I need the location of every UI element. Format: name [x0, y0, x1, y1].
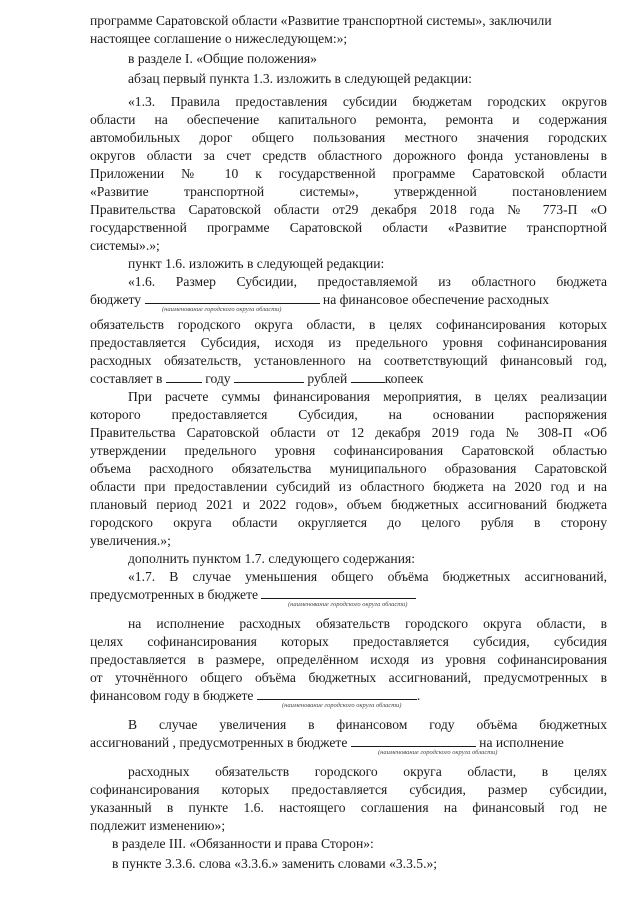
- blank-field: [257, 687, 417, 700]
- field-caption: (наименование городского округа области): [162, 306, 282, 313]
- text-line: автомобильных дорог общего пользования местного значения городских: [90, 130, 607, 145]
- text-line: настоящее соглашение о нижеследующем:»;: [90, 31, 348, 46]
- blank-field: [351, 734, 476, 747]
- text-line: в разделе III. «Обязанности и права Сторон»:: [112, 836, 374, 851]
- text-line: плановый период 2021 и 2022 годов», объем бюджетных ассигнований бюджета: [90, 497, 607, 512]
- text-line: При расчете суммы финансирования мероприятия, в целях реализации: [128, 389, 607, 404]
- text-line: В случае увеличения в финансовом году объёма бюджетных: [128, 717, 607, 732]
- text-line: предоставляется в размере, определённом исходя из уровня софинансирования: [90, 652, 607, 667]
- text-line: предоставляется Субсидия, исходя из предельного уровня софинансирования: [90, 335, 607, 350]
- text-line: пункт 1.6. изложить в следующей редакции:: [128, 256, 385, 271]
- text-line: в пункте 3.3.6. слова «3.3.6.» заменить словами «3.3.5.»;: [112, 856, 438, 871]
- text-line: дополнить пунктом 1.7. следующего содержания:: [128, 551, 416, 566]
- text-line: увеличения.»;: [90, 533, 171, 548]
- text-line: «1.6. Размер Субсидии, предоставляемой из областного бюджета: [128, 274, 607, 289]
- text-line: объема расходного обязательства муниципального образования Саратовской: [90, 461, 607, 476]
- blank-field: [166, 370, 202, 383]
- text-line: государственной программе Саратовской области «Развитие транспортной: [90, 220, 607, 235]
- text-line: софинансирования которых предоставляется субсидия, размер субсидии,: [90, 782, 607, 797]
- text-line: ассигнований , предусмотренных в бюджете на исполнение: [90, 735, 564, 750]
- text-line: области при предоставлении субсидий из областного бюджета на 2020 год и на: [90, 479, 607, 494]
- text-line: которого предоставляется Субсидия, на основании распоряжения: [90, 407, 607, 422]
- text-line: утверждении предельного уровня софинансирования Саратовской областью: [90, 443, 607, 458]
- text-line: Приложении № 10 к государственной программе Саратовской области: [90, 166, 607, 181]
- text-line: подлежит изменению»;: [90, 818, 226, 833]
- text-line: расходных обязательств городского округа области, в целях: [128, 764, 607, 779]
- text-line: городского округа области округляется до целого рубля в сторону: [90, 515, 607, 530]
- text-line: от уточнённого общего объёма бюджетных ассигнований, предусмотренных в: [90, 670, 607, 685]
- text-line: Правительства Саратовской области от29 декабря 2018 года № 773-П «О: [90, 202, 607, 217]
- text-line: «Развитие транспортной системы», утвержденной постановлением: [90, 184, 607, 199]
- text-line: на исполнение расходных обязательств городского округа области, в: [128, 616, 607, 631]
- text-line: системы».»;: [90, 238, 160, 253]
- text-line: бюджету на финансовое обеспечение расходных: [90, 292, 550, 307]
- text-line: «1.7. В случае уменьшения общего объёма бюджетных ассигнований,: [128, 569, 607, 584]
- text-line: целях софинансирования которых предоставляется субсидия, субсидия: [90, 634, 607, 649]
- blank-field: [261, 586, 416, 599]
- text-line: расходных обязательств, установленного на соответствующий финансовый год,: [90, 353, 607, 368]
- text-line: обязательств городского округа области, в целях софинансирования которых: [90, 317, 607, 332]
- text-line: в разделе I. «Общие положения»: [128, 51, 317, 66]
- text-line: указанный в пункте 1.6. настоящего соглашения на финансовый год не: [90, 800, 607, 815]
- text-line: области на обеспечение капитального ремонта, ремонта и содержания: [90, 112, 607, 127]
- field-caption: (наименование городского округа области): [282, 702, 402, 709]
- text-line: «1.3. Правила предоставления субсидии бюджетам городских округов: [128, 94, 607, 109]
- field-caption: (наименование городского округа области): [288, 601, 408, 608]
- text-line: округов области за счет средств областного дорожного фонда установлены в: [90, 148, 607, 163]
- text-line: абзац первый пункта 1.3. изложить в следующей редакции:: [128, 71, 472, 86]
- text-line: составляет в году рублей копеек: [90, 371, 424, 386]
- blank-field: [351, 370, 385, 383]
- blank-field: [234, 370, 304, 383]
- text-line: предусмотренных в бюджете: [90, 586, 607, 604]
- field-caption: (наименование городского округа области): [378, 749, 498, 756]
- text-line: Правительства Саратовской области от 12 декабря 2019 года № 308-П «Об: [90, 425, 607, 440]
- blank-field: [145, 291, 320, 304]
- text-line: программе Саратовской области «Развитие транспортной системы», заключили: [90, 13, 552, 28]
- text-line: финансовом году в бюджете .: [90, 688, 421, 703]
